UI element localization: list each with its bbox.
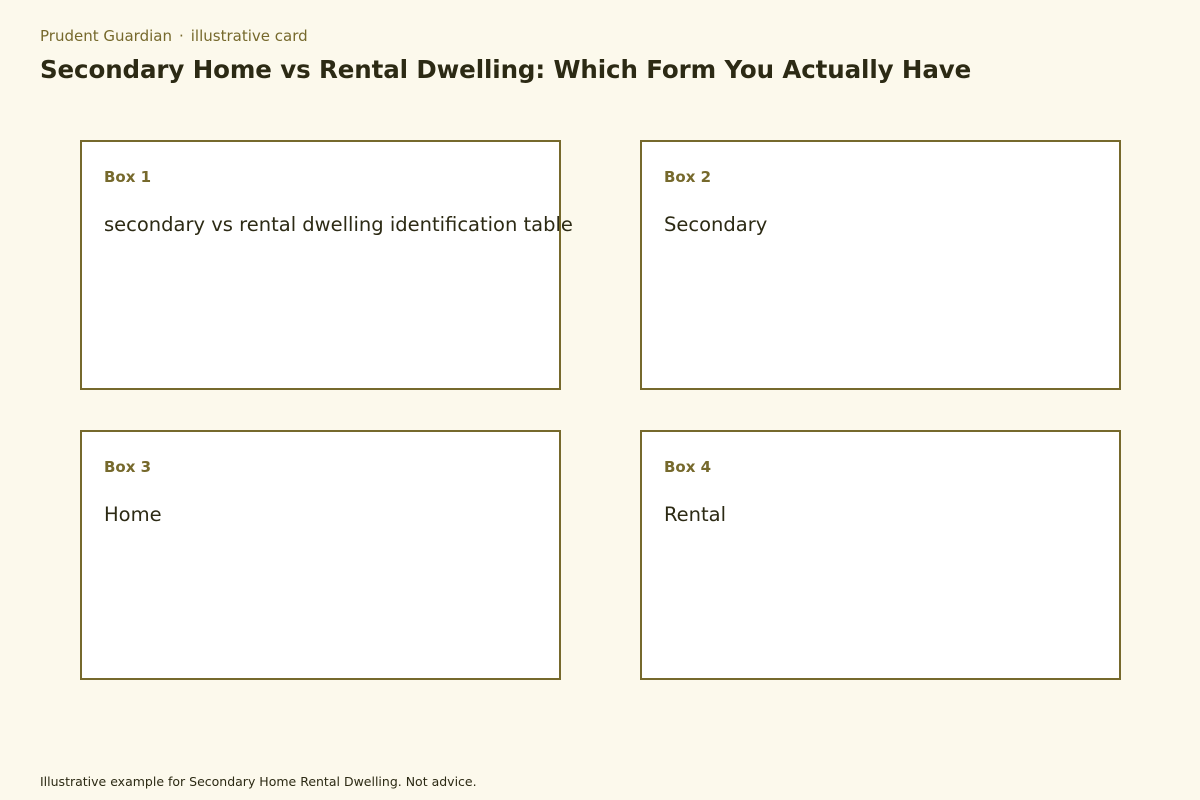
box-4-text: Rental	[664, 503, 727, 526]
footer-disclaimer: Illustrative example for Secondary Home Rental Dwelling. Not advice.	[40, 774, 477, 789]
box-2-text: Secondary	[664, 213, 768, 236]
card-kind: illustrative card	[190, 27, 308, 45]
box-3-text: Home	[104, 503, 162, 526]
box-3-label: Box 3	[104, 458, 152, 476]
box-4-label: Box 4	[664, 458, 712, 476]
box-1-label: Box 1	[104, 168, 152, 186]
box-2-label: Box 2	[664, 168, 712, 186]
box-1	[80, 140, 573, 390]
box-1-text: secondary vs rental dwelling identification table	[104, 213, 573, 236]
box-3	[80, 430, 561, 680]
box-2	[640, 140, 1121, 390]
brand-name: Prudent Guardian	[40, 27, 172, 45]
box-4	[640, 430, 1121, 680]
page-title: Secondary Home vs Rental Dwelling: Which Form You Actually Have	[40, 55, 972, 84]
eyebrow-separator: ·	[178, 27, 184, 45]
header-eyebrow	[40, 27, 308, 45]
